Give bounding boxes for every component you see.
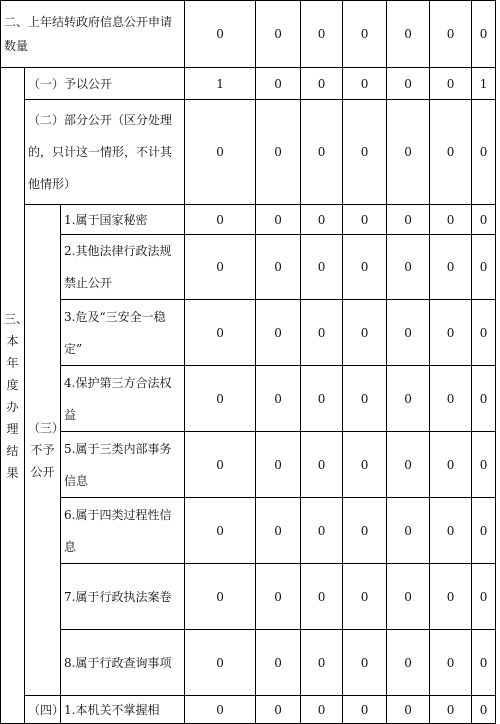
value-cell: 0 bbox=[472, 564, 496, 630]
value-cell: 0 bbox=[301, 205, 343, 235]
value-cell: 0 bbox=[430, 498, 472, 564]
value-cell: 0 bbox=[185, 498, 256, 564]
value-cell: 0 bbox=[343, 366, 387, 432]
value-cell: 0 bbox=[185, 630, 256, 696]
not-public-item-label: 4.保护第三方合法权益 bbox=[61, 366, 185, 432]
value-cell: 0 bbox=[301, 1, 343, 68]
value-cell: 0 bbox=[472, 235, 496, 300]
value-cell: 0 bbox=[343, 1, 387, 68]
table-row bbox=[1, 205, 496, 235]
value-cell: 0 bbox=[256, 100, 301, 205]
not-public-item-label: 5.属于三类内部事务信息 bbox=[61, 432, 185, 498]
section3-label bbox=[1, 68, 29, 724]
value-cell: 0 bbox=[185, 366, 256, 432]
partial-label: （二）部分公开（区分处理的，只计这一情形，不计其他情形） bbox=[25, 100, 185, 205]
value-cell: 0 bbox=[185, 1, 256, 68]
table-row bbox=[1, 100, 496, 205]
section3-char: 三、 bbox=[4, 311, 29, 326]
section3-char: 度 bbox=[6, 377, 19, 392]
value-cell: 0 bbox=[256, 432, 301, 498]
value-cell: 0 bbox=[430, 1, 472, 68]
value-cell: 0 bbox=[387, 300, 430, 366]
value-cell: 0 bbox=[256, 1, 301, 68]
value-cell: 0 bbox=[430, 366, 472, 432]
value-cell: 0 bbox=[301, 300, 343, 366]
not-public-item-label: 6.属于四类过程性信息 bbox=[61, 498, 185, 564]
carry-over-label: 二、上年结转政府信息公开申请数量 bbox=[1, 1, 185, 68]
value-cell: 0 bbox=[430, 100, 472, 205]
section3-char: 办 bbox=[6, 399, 19, 414]
value-cell: 0 bbox=[387, 366, 430, 432]
value-cell: 0 bbox=[256, 68, 301, 100]
value-cell: 0 bbox=[430, 564, 472, 630]
value-cell: 0 bbox=[472, 696, 496, 724]
value-cell: 0 bbox=[185, 235, 256, 300]
value-cell: 0 bbox=[387, 235, 430, 300]
value-cell: 0 bbox=[256, 300, 301, 366]
value-cell: 0 bbox=[387, 1, 430, 68]
value-cell: 0 bbox=[185, 696, 256, 724]
cannot-label: （四） bbox=[25, 696, 61, 724]
table-row bbox=[1, 498, 496, 564]
value-cell: 0 bbox=[343, 498, 387, 564]
value-cell: 0 bbox=[185, 432, 256, 498]
value-cell: 1 bbox=[472, 68, 496, 100]
not-public-label-b: 不予公开 bbox=[30, 443, 55, 479]
value-cell: 0 bbox=[430, 205, 472, 235]
not-public-item-label: 3.危及“三安全一稳定” bbox=[61, 300, 185, 366]
value-cell: 0 bbox=[387, 432, 430, 498]
value-cell: 0 bbox=[185, 300, 256, 366]
section3-char: 本 bbox=[6, 333, 19, 348]
value-cell: 0 bbox=[343, 300, 387, 366]
value-cell: 0 bbox=[343, 630, 387, 696]
value-cell: 0 bbox=[185, 205, 256, 235]
value-cell: 0 bbox=[343, 205, 387, 235]
value-cell: 0 bbox=[387, 498, 430, 564]
value-cell: 0 bbox=[256, 366, 301, 432]
value-cell: 0 bbox=[472, 498, 496, 564]
table-row bbox=[1, 366, 496, 432]
value-cell: 0 bbox=[430, 68, 472, 100]
table-row bbox=[1, 235, 496, 300]
table-row bbox=[1, 696, 496, 724]
value-cell: 0 bbox=[472, 366, 496, 432]
not-public-item-label: 8.属于行政查询事项 bbox=[61, 630, 185, 696]
value-cell: 0 bbox=[343, 100, 387, 205]
value-cell: 0 bbox=[343, 696, 387, 724]
value-cell: 0 bbox=[256, 696, 301, 724]
value-cell: 0 bbox=[472, 100, 496, 205]
value-cell: 0 bbox=[256, 235, 301, 300]
value-cell: 0 bbox=[472, 432, 496, 498]
value-cell: 0 bbox=[343, 564, 387, 630]
value-cell: 0 bbox=[472, 1, 496, 68]
not-public-label-a: （三） bbox=[28, 421, 65, 435]
table-row bbox=[1, 432, 496, 498]
value-cell: 0 bbox=[301, 564, 343, 630]
not-public-item-label: 2.其他法律行政法规禁止公开 bbox=[61, 235, 185, 300]
value-cell: 0 bbox=[387, 68, 430, 100]
value-cell: 0 bbox=[387, 630, 430, 696]
value-cell: 0 bbox=[430, 300, 472, 366]
value-cell: 0 bbox=[472, 630, 496, 696]
table-row bbox=[1, 630, 496, 696]
value-cell: 0 bbox=[256, 205, 301, 235]
value-cell: 1 bbox=[185, 68, 256, 100]
value-cell: 0 bbox=[301, 100, 343, 205]
value-cell: 0 bbox=[301, 630, 343, 696]
value-cell: 0 bbox=[256, 630, 301, 696]
value-cell: 0 bbox=[387, 696, 430, 724]
table-row bbox=[1, 300, 496, 366]
value-cell: 0 bbox=[301, 68, 343, 100]
value-cell: 0 bbox=[387, 205, 430, 235]
value-cell: 0 bbox=[472, 205, 496, 235]
table-row bbox=[1, 1, 496, 68]
value-cell: 0 bbox=[430, 235, 472, 300]
cannot-item-label: 1.本机关不掌握相 bbox=[61, 696, 185, 724]
section3-char: 果 bbox=[6, 465, 19, 480]
value-cell: 0 bbox=[301, 432, 343, 498]
value-cell: 0 bbox=[301, 235, 343, 300]
value-cell: 0 bbox=[387, 564, 430, 630]
value-cell: 0 bbox=[430, 630, 472, 696]
not-public-item-label: 1.属于国家秘密 bbox=[61, 205, 185, 235]
value-cell: 0 bbox=[185, 564, 256, 630]
not-public-label bbox=[25, 205, 65, 696]
table-row bbox=[1, 68, 496, 100]
not-public-item-label: 7.属于行政执法案卷 bbox=[61, 564, 185, 630]
public-label: （一）予以公开 bbox=[25, 68, 185, 100]
value-cell: 0 bbox=[301, 366, 343, 432]
section3-char: 理 bbox=[6, 421, 19, 436]
value-cell: 0 bbox=[343, 432, 387, 498]
value-cell: 0 bbox=[301, 498, 343, 564]
value-cell: 0 bbox=[256, 498, 301, 564]
value-cell: 0 bbox=[430, 432, 472, 498]
value-cell: 0 bbox=[256, 564, 301, 630]
table-row bbox=[1, 564, 496, 630]
value-cell: 0 bbox=[343, 68, 387, 100]
value-cell: 0 bbox=[430, 696, 472, 724]
value-cell: 0 bbox=[472, 300, 496, 366]
value-cell: 0 bbox=[387, 100, 430, 205]
value-cell: 0 bbox=[343, 235, 387, 300]
section3-char: 结 bbox=[6, 443, 19, 458]
value-cell: 0 bbox=[185, 100, 256, 205]
value-cell: 0 bbox=[301, 696, 343, 724]
section3-char: 年 bbox=[6, 355, 19, 370]
